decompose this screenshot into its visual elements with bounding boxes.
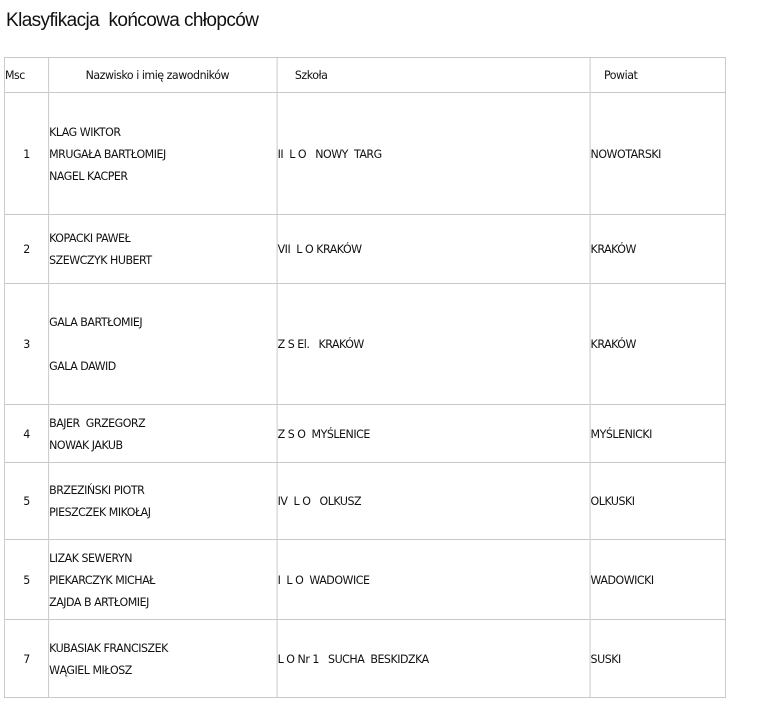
header-msc <box>4 58 48 93</box>
header-county-label: Powiat <box>604 68 638 82</box>
cell-msc: 2 <box>4 215 48 284</box>
page-title: Klasyfikacja końcowa chłopców <box>6 10 259 31</box>
cell-county: WADOWICKI <box>590 540 725 620</box>
cell-names <box>49 620 277 698</box>
table-row <box>4 93 725 215</box>
header-msc-label: Msc <box>4 68 25 82</box>
competitor-name: PIESZCZEK MIKOŁAJ <box>49 505 151 519</box>
competitor-name: MRUGAŁA BARTŁOMIEJ <box>49 146 166 161</box>
header-names-label: Nazwisko i imię zawodników <box>85 68 230 82</box>
competitor-name: LIZAK SEWERYN <box>49 550 132 565</box>
cell-school: II L O NOWY TARG <box>277 93 590 215</box>
competitor-name: WĄGIEL MIŁOSZ <box>49 662 132 677</box>
competitor-name: KOPACKI PAWEŁ <box>49 231 131 245</box>
cell-county: MYŚLENICKI <box>590 405 725 463</box>
cell-county: NOWOTARSKI <box>590 93 725 215</box>
cell-school: IV L O OLKUSZ <box>277 463 590 540</box>
header-names <box>49 58 277 93</box>
cell-msc: 1 <box>4 93 48 215</box>
cell-msc: 3 <box>4 284 48 405</box>
cell-names <box>49 93 277 215</box>
header-county <box>590 58 725 93</box>
cell-school: Z S El. KRAKÓW <box>277 284 590 405</box>
cell-names <box>49 215 277 284</box>
competitor-name: BAJER GRZEGORZ <box>49 415 146 430</box>
table-row <box>4 215 725 284</box>
competitor-name: GALA DAWID <box>49 359 116 373</box>
table-row <box>4 463 725 540</box>
competitor-name: ZAJDA B ARTŁOMIEJ <box>49 594 149 609</box>
table-row <box>4 284 725 405</box>
competitor-name: KLAG WIKTOR <box>49 124 121 139</box>
cell-msc: 5 <box>4 540 48 620</box>
table-row <box>4 540 725 620</box>
cell-school: I L O WADOWICE <box>277 540 590 620</box>
header-school <box>277 58 590 93</box>
cell-school: L O Nr 1 SUCHA BESKIDZKA <box>277 620 590 698</box>
competitor-name: NOWAK JAKUB <box>49 437 123 452</box>
competitor-name: KUBASIAK FRANCISZEK <box>49 640 168 655</box>
header-school-label: Szkoła <box>294 68 328 82</box>
results-table <box>4 57 726 698</box>
table-row <box>4 405 725 463</box>
competitor-name: SZEWCZYK HUBERT <box>49 253 152 267</box>
competitor-name: GALA BARTŁOMIEJ <box>49 315 143 329</box>
cell-county: OLKUSKI <box>590 463 725 540</box>
cell-names <box>49 463 277 540</box>
cell-msc: 7 <box>4 620 48 698</box>
cell-county: KRAKÓW <box>590 215 725 284</box>
cell-county: SUSKI <box>590 620 725 698</box>
cell-names <box>49 540 277 620</box>
competitor-name: NAGEL KACPER <box>49 168 128 183</box>
cell-msc: 4 <box>4 405 48 463</box>
cell-names <box>49 405 277 463</box>
cell-school: VII L O KRAKÓW <box>277 215 590 284</box>
table-row <box>4 620 725 698</box>
table-header-row <box>4 58 725 93</box>
cell-county: KRAKÓW <box>590 284 725 405</box>
cell-school: Z S O MYŚLENICE <box>277 405 590 463</box>
cell-msc: 5 <box>4 463 48 540</box>
competitor-name: BRZEZIŃSKI PIOTR <box>49 483 145 497</box>
cell-names <box>49 284 277 405</box>
competitor-name: PIEKARCZYK MICHAŁ <box>49 572 155 587</box>
